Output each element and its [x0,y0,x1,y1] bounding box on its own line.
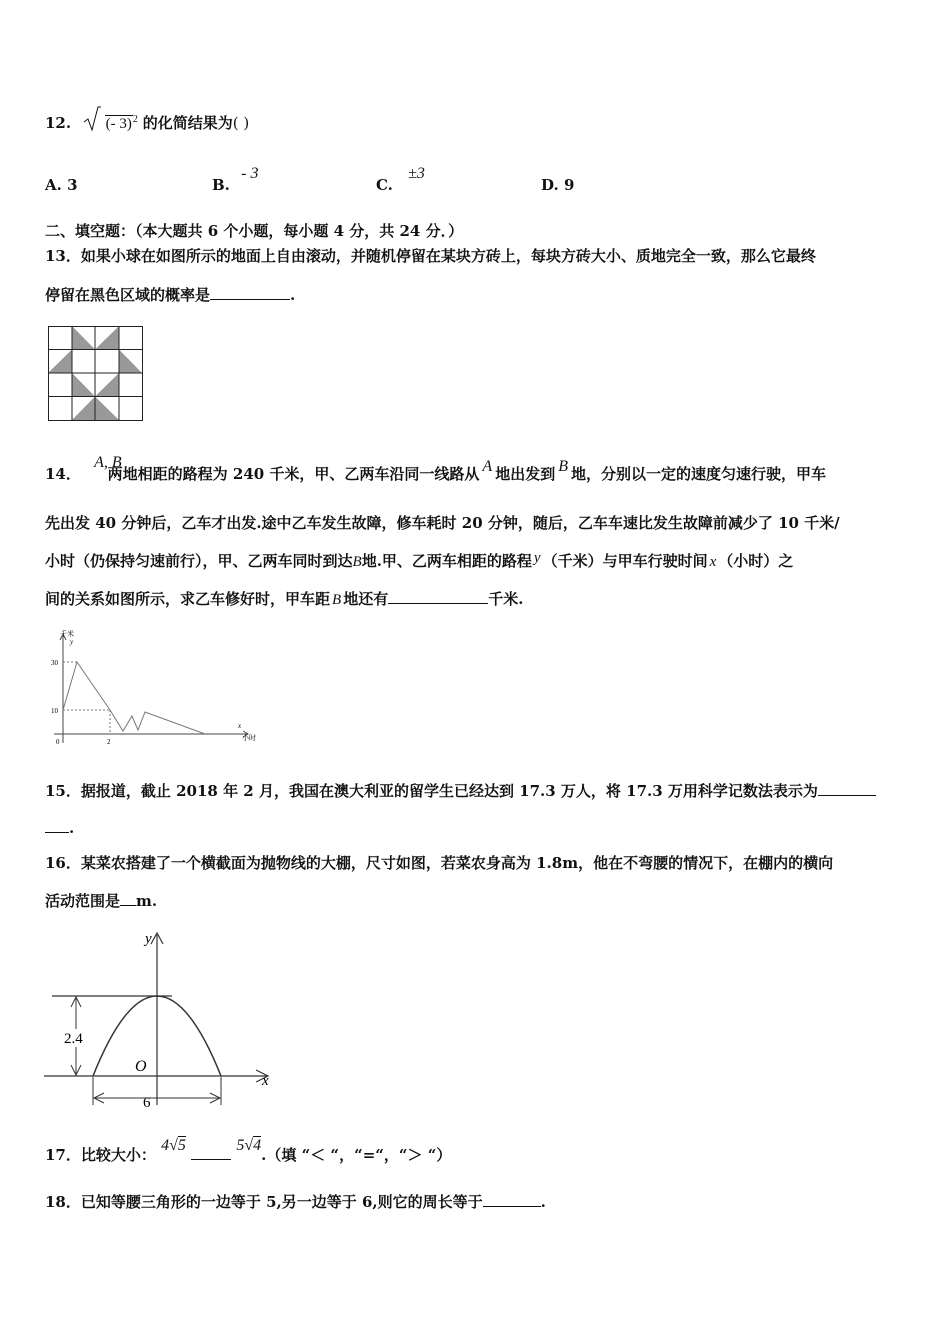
option-value: 9 [563,176,575,194]
q12-option-a [45,176,78,194]
radicand: 4 [253,1137,262,1154]
q14-number: 14． [45,465,81,483]
tile-grid-figure [48,326,144,422]
q15-text: 15．据报道，截止 2018 年 2 月，我国在澳大利亚的留学生已经达到 17.3 万人，将 17.3 万用科学记数法表示为 [45,782,818,800]
q12-option-b [212,165,259,195]
q14-var-x: x [709,554,717,570]
q17-answer-blank[interactable] [191,1145,231,1160]
option-value: - 3 [241,165,259,182]
q16-line1: 16．某菜农搭建了一个横截面为抛物线的大棚，尺寸如图，若菜农身高为 1.8m，他在不弯腰的情况下，在棚内的横向 [45,854,834,872]
q13-line2 [45,284,295,305]
q12-answer-paren: ( ) [232,114,250,132]
q17-instruction: .（填 “＜ “，“=“，“＞ “） [261,1146,452,1164]
sqrt-symbol-icon: √ [169,1137,178,1154]
q12-option-d [541,176,574,194]
tick-label-10: 10 [51,707,58,715]
section-heading: 二、填空题：（本大题共 6 个小题，每小题 4 分，共 24 分．） [45,222,464,240]
q14-line3 [45,550,793,571]
height-label: 2.4 [64,1031,83,1047]
graph-x-unit: 小时 [242,734,256,742]
tick-label-2: 2 [107,738,111,746]
axis-label-y: y [145,931,152,947]
q14-text-c: 地，分别以一定的速度匀速行驶，甲车 [571,465,827,483]
coefficient: 4 [161,1137,170,1154]
q14-point-a: A [482,458,493,475]
option-label: D. [541,176,559,194]
option-value: ±3 [408,165,425,182]
q18-text: 18．已知等腰三角形的一边等于 5,另一边等于 6,则它的周长等于 [45,1193,483,1211]
q18-line [45,1191,546,1212]
q14-ab-label: A, B [94,454,122,471]
q18-answer-blank[interactable] [483,1192,541,1207]
q12-text: 的化简结果为 [142,114,233,132]
q14-text: 地.甲、乙两车相距的路程 [361,552,532,570]
q14-var-y: y [533,550,541,566]
q14-distance-graph [48,628,268,750]
q15-line2 [45,818,74,837]
q14-line1 [45,454,827,484]
coefficient: 5 [236,1137,245,1154]
distance-line [63,662,205,734]
q14-text: 地还有 [343,590,389,608]
q17-left-expression [161,1137,186,1154]
q13-period: . [290,286,296,304]
sqrt-symbol-icon: √ [244,1137,254,1154]
q14-text: 间的关系如图所示，求乙车修好时，甲车距 [45,590,331,608]
q16-line2 [45,890,157,911]
graph-y-label: y [70,638,74,646]
q14-point-b: B [332,592,342,608]
q17-number-text: 17．比较大小： [45,1146,156,1164]
q17-line [45,1137,452,1165]
q14-text: （千米）与甲车行驶时间 [542,552,708,570]
radicand: 5 [177,1137,186,1154]
q14-text: （小时）之 [718,552,794,570]
q15-answer-blank-part1[interactable] [818,781,876,796]
option-label: A. [45,176,62,194]
q12-number: 12. [45,114,72,132]
q18-period: . [540,1193,546,1211]
q15-line1 [45,780,876,801]
graph-y-unit: 千米 [60,630,74,638]
q12-radicand: (- 3) [105,116,132,132]
q15-answer-blank-part2[interactable] [45,818,69,833]
origin-label: O [135,1058,147,1075]
q15-period: . [69,819,75,837]
q14-text: 千米. [488,590,524,608]
q14-line2: 先出发 40 分钟后，乙车才出发.途中乙车发生故障，修车耗时 20 分钟，随后，乙车车速比发生故障前减少了 10 千米/ [45,514,840,532]
q12-stem [45,112,249,133]
q17-right-expression [236,1137,261,1154]
q14-point-b: B [352,554,362,570]
option-label: B. [212,176,230,194]
q14-line4 [45,588,523,609]
q12-exponent: 2 [132,114,138,125]
tick-label-30: 30 [51,659,58,667]
q16-text: 活动范围是 [45,892,121,910]
q14-text-b: 地出发到 [495,465,556,483]
q13-line1: 13．如果小球在如图所示的地面上自由滚动，并随机停留在某块方砖上，每块方砖大小、质地完全一致，那么它最终 [45,247,816,265]
tick-label-origin: 0 [56,738,60,746]
q14-answer-blank[interactable] [388,589,488,604]
q12-sqrt-expression [105,114,138,133]
q16-unit: m. [136,892,158,910]
width-label: 6 [143,1095,151,1110]
option-value: 3 [67,176,78,194]
graph-x-label: x [238,722,242,730]
q14-point-b: B [558,458,568,475]
q16-answer-blank[interactable] [120,891,136,906]
radical-sign-icon [83,106,101,132]
q13-answer-blank[interactable] [210,285,290,300]
axis-label-x: x [262,1073,269,1089]
option-label: C. [376,176,393,194]
q16-parabola-figure [42,925,282,1110]
q14-text: 小时（仍保持匀速前行），甲、乙两车同时到达 [45,552,353,570]
q12-option-c [376,165,425,195]
q13-text: 停留在黑色区域的概率是 [45,286,211,304]
q14-text-a: 两地相距的路程为 240 千米，甲、乙两车沿同一线路从 [107,465,480,483]
